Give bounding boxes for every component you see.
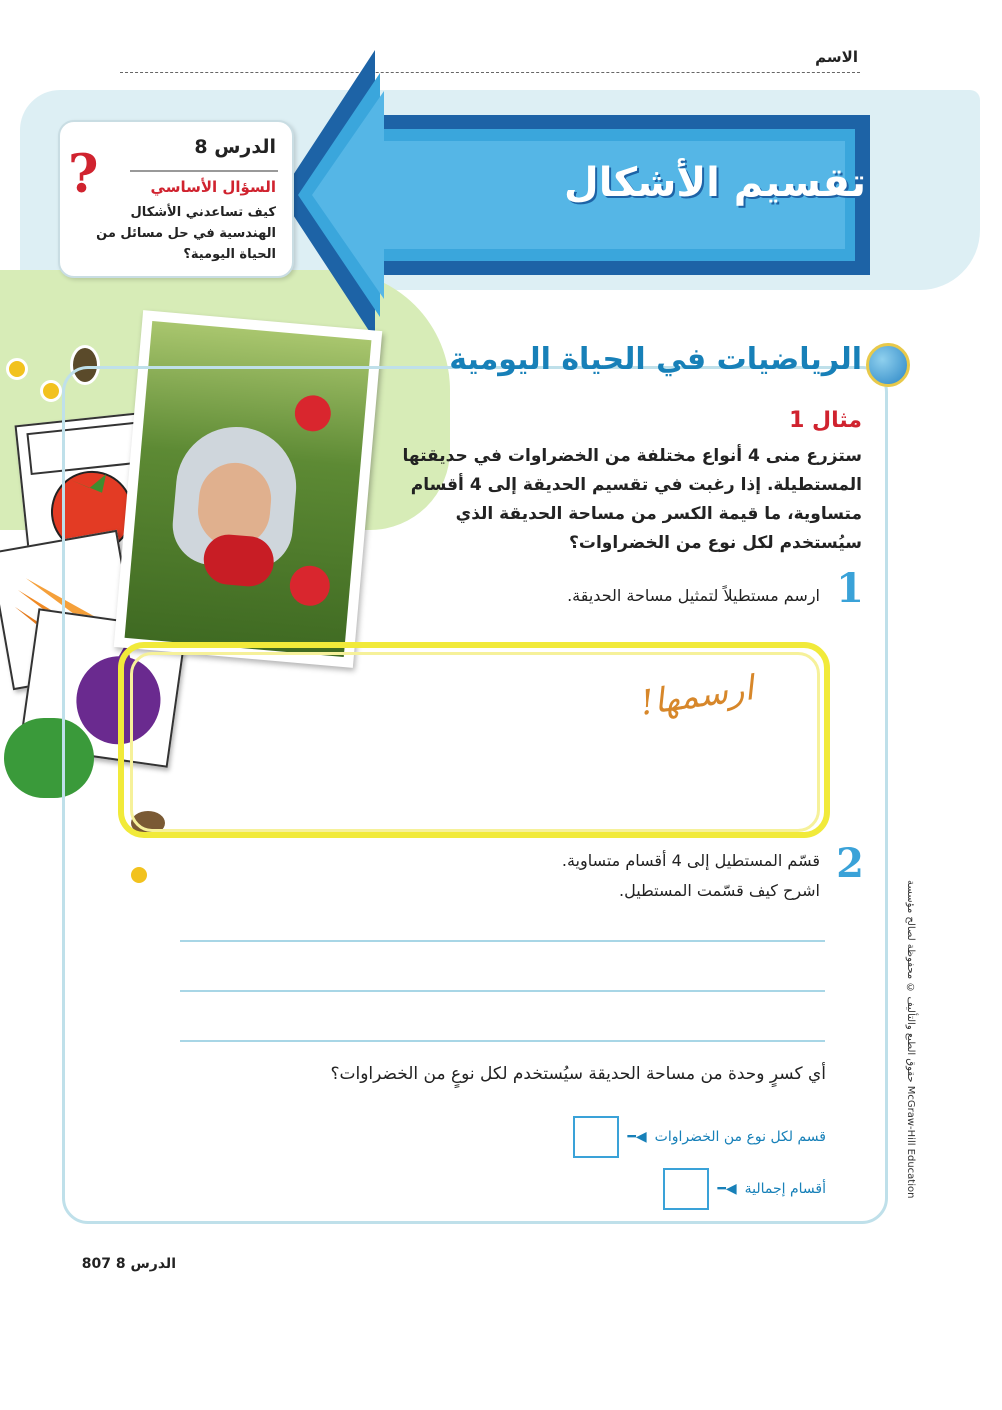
arrow-icon: ◀━ [717, 1181, 737, 1197]
copyright-text: حقوق الطبع والتأليف © محفوظة لصالح مؤسسة McGraw-Hill Education [905, 880, 916, 1199]
answer-box-numerator[interactable] [573, 1116, 619, 1158]
divider [130, 170, 278, 172]
page-number: 807 [81, 1256, 111, 1272]
writing-line[interactable] [180, 990, 825, 992]
drawing-label: ارسمها! [637, 668, 756, 724]
copyright-notice [905, 880, 945, 1210]
step-1-text: ارسم مستطيلاً لتمثيل مساحة الحديقة. [567, 586, 820, 605]
essential-question-text: كيف تساعدني الأشكال الهندسية في حل مسائل من الحياة اليومية؟ [96, 205, 276, 262]
writing-line[interactable] [180, 940, 825, 942]
question-text: أي كسرٍ وحدة من مساحة الحديقة سيُستخدم لكل نوعٍ من الخضراوات؟ [330, 1064, 826, 1084]
name-label: الاسم [815, 48, 858, 66]
section-title: الرياضيات في الحياة اليومية [449, 342, 862, 377]
example-title: مثال 1 [789, 408, 862, 433]
seed-icon [6, 358, 28, 380]
answer-row [663, 1168, 826, 1210]
seed-icon [40, 380, 62, 402]
footer-lesson: الدرس 8 [115, 1256, 176, 1272]
banner-title: تقسيم الأشكال [564, 160, 866, 206]
answer-label: قسم لكل نوع من الخضراوات [654, 1129, 826, 1145]
answer-label: أقسام إجمالية [744, 1181, 826, 1197]
lesson-card [58, 120, 294, 278]
problem-text: ستزرع منى 4 أنواع مختلفة من الخضراوات في حديقتها المستطيلة. إذا رغبت في تقسيم الحديقة إلى 4 أقسام متساوية، ما قيمة الكسر من مساحة الحديقة الذي سيُستخدم لكل نوع من الخضراوات؟ [402, 446, 862, 553]
essential-question-title: السؤال الأساسي [150, 178, 276, 196]
answer-row [573, 1116, 826, 1158]
step-2-number: 2 [836, 840, 864, 887]
answer-box-denominator[interactable] [663, 1168, 709, 1210]
step-2-line-1: قسّم المستطيل إلى 4 أقسام متساوية. [561, 851, 820, 870]
lesson-title: الدرس 8 [194, 136, 276, 158]
step-2-text [562, 846, 820, 906]
page-footer [72, 1256, 176, 1272]
arrow-icon: ◀━ [627, 1129, 647, 1145]
step-1-number: 1 [836, 565, 864, 612]
question-mark-icon: ? [68, 144, 99, 205]
writing-line[interactable] [180, 1040, 825, 1042]
globe-icon [866, 343, 910, 387]
step-2-line-2: اشرح كيف قسّمت المستطيل. [619, 881, 820, 900]
